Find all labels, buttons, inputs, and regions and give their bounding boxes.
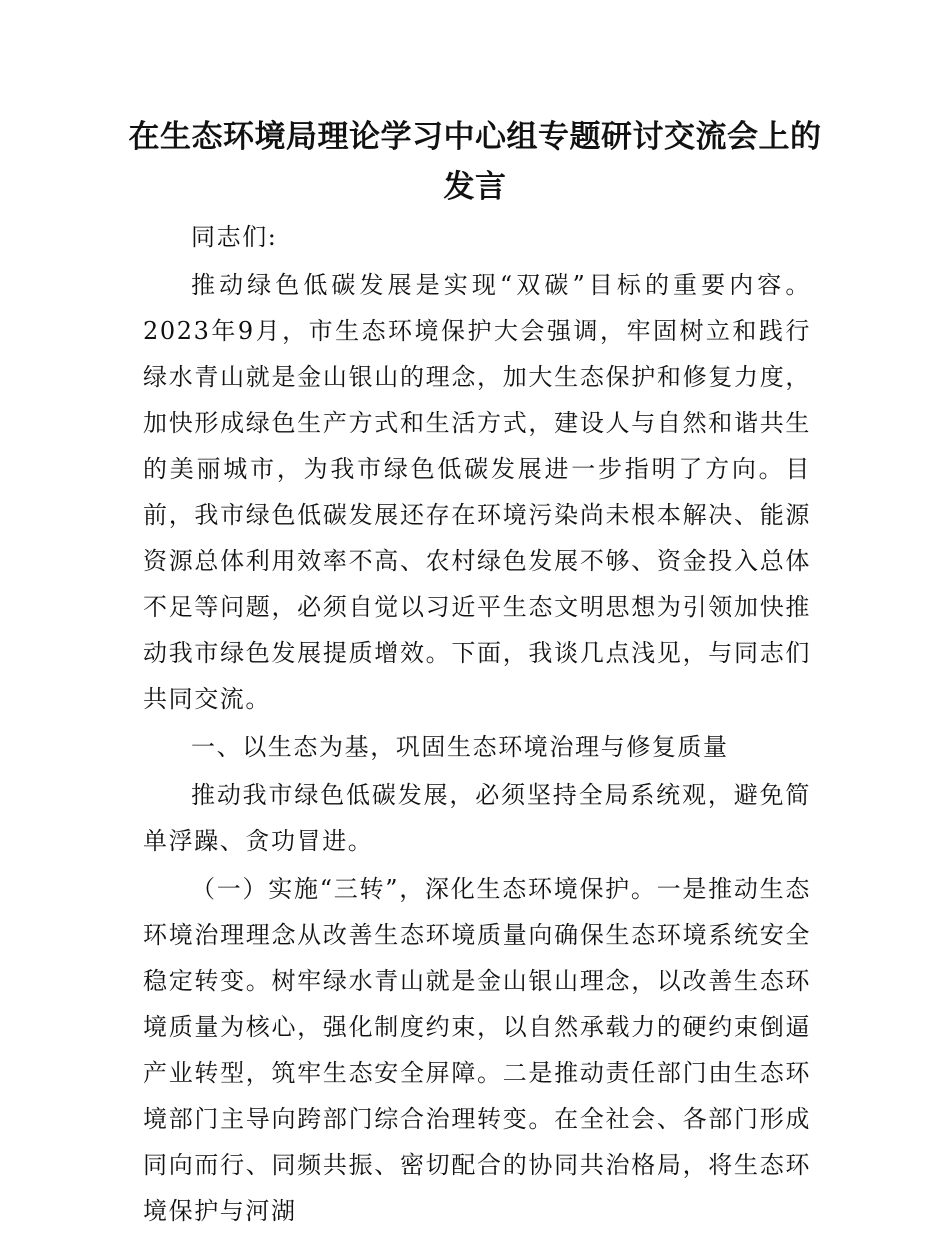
paragraph-subsection-1: （一）实施“三转”，深化生态环境保护。一是推动生态环境治理理念从改善生态环境质量向确保生态环境系统安全稳定转变。树牢绿水青山就是金山银山理念，以改善生态环境质量为核心，强化制度约束，以自然承载力的硬约束倒逼产业转型，筑牢生态安全屏障。二是推动责任部门由生态环境部门主导向跨部门综合治理转变。在全社会、各部门形成同向而行、同频共振、密切配合的协同共治格局，将生态环境保护与河湖 (143, 875, 811, 1225)
document-body (143, 214, 811, 1234)
paragraph-section-1: 推动我市绿色低碳发展，必须坚持全局系统观，避免简单浮躁、贪功冒进。 (143, 781, 811, 855)
document-title: 在生态环境局理论学习中心组专题研讨交流会上的发言 (128, 119, 822, 205)
section-heading-1: 一、以生态为基，巩固生态环境治理与修复质量 (191, 733, 729, 761)
paragraph-intro: 推动绿色低碳发展是实现“双碳”目标的重要内容。2023年9月，市生态环境保护大会强调，牢固树立和践行绿水青山就是金山银山的理念，加大生态保护和修复力度，加快形成绿色生产方式和生活方式，建设人与自然和谐共生的美丽城市，为我市绿色低碳发展进一步指明了方向。目前，我市绿色低碳发展还存在环境污染尚未根本解决、能源资源总体利用效率不高、农村绿色发展不够、资金投入总体不足等问题，必须自觉以习近平生态文明思想为引领加快推动我市绿色发展提质增效。下面，我谈几点浅见，与同志们共同交流。 (143, 271, 811, 713)
greeting: 同志们: (191, 223, 278, 251)
